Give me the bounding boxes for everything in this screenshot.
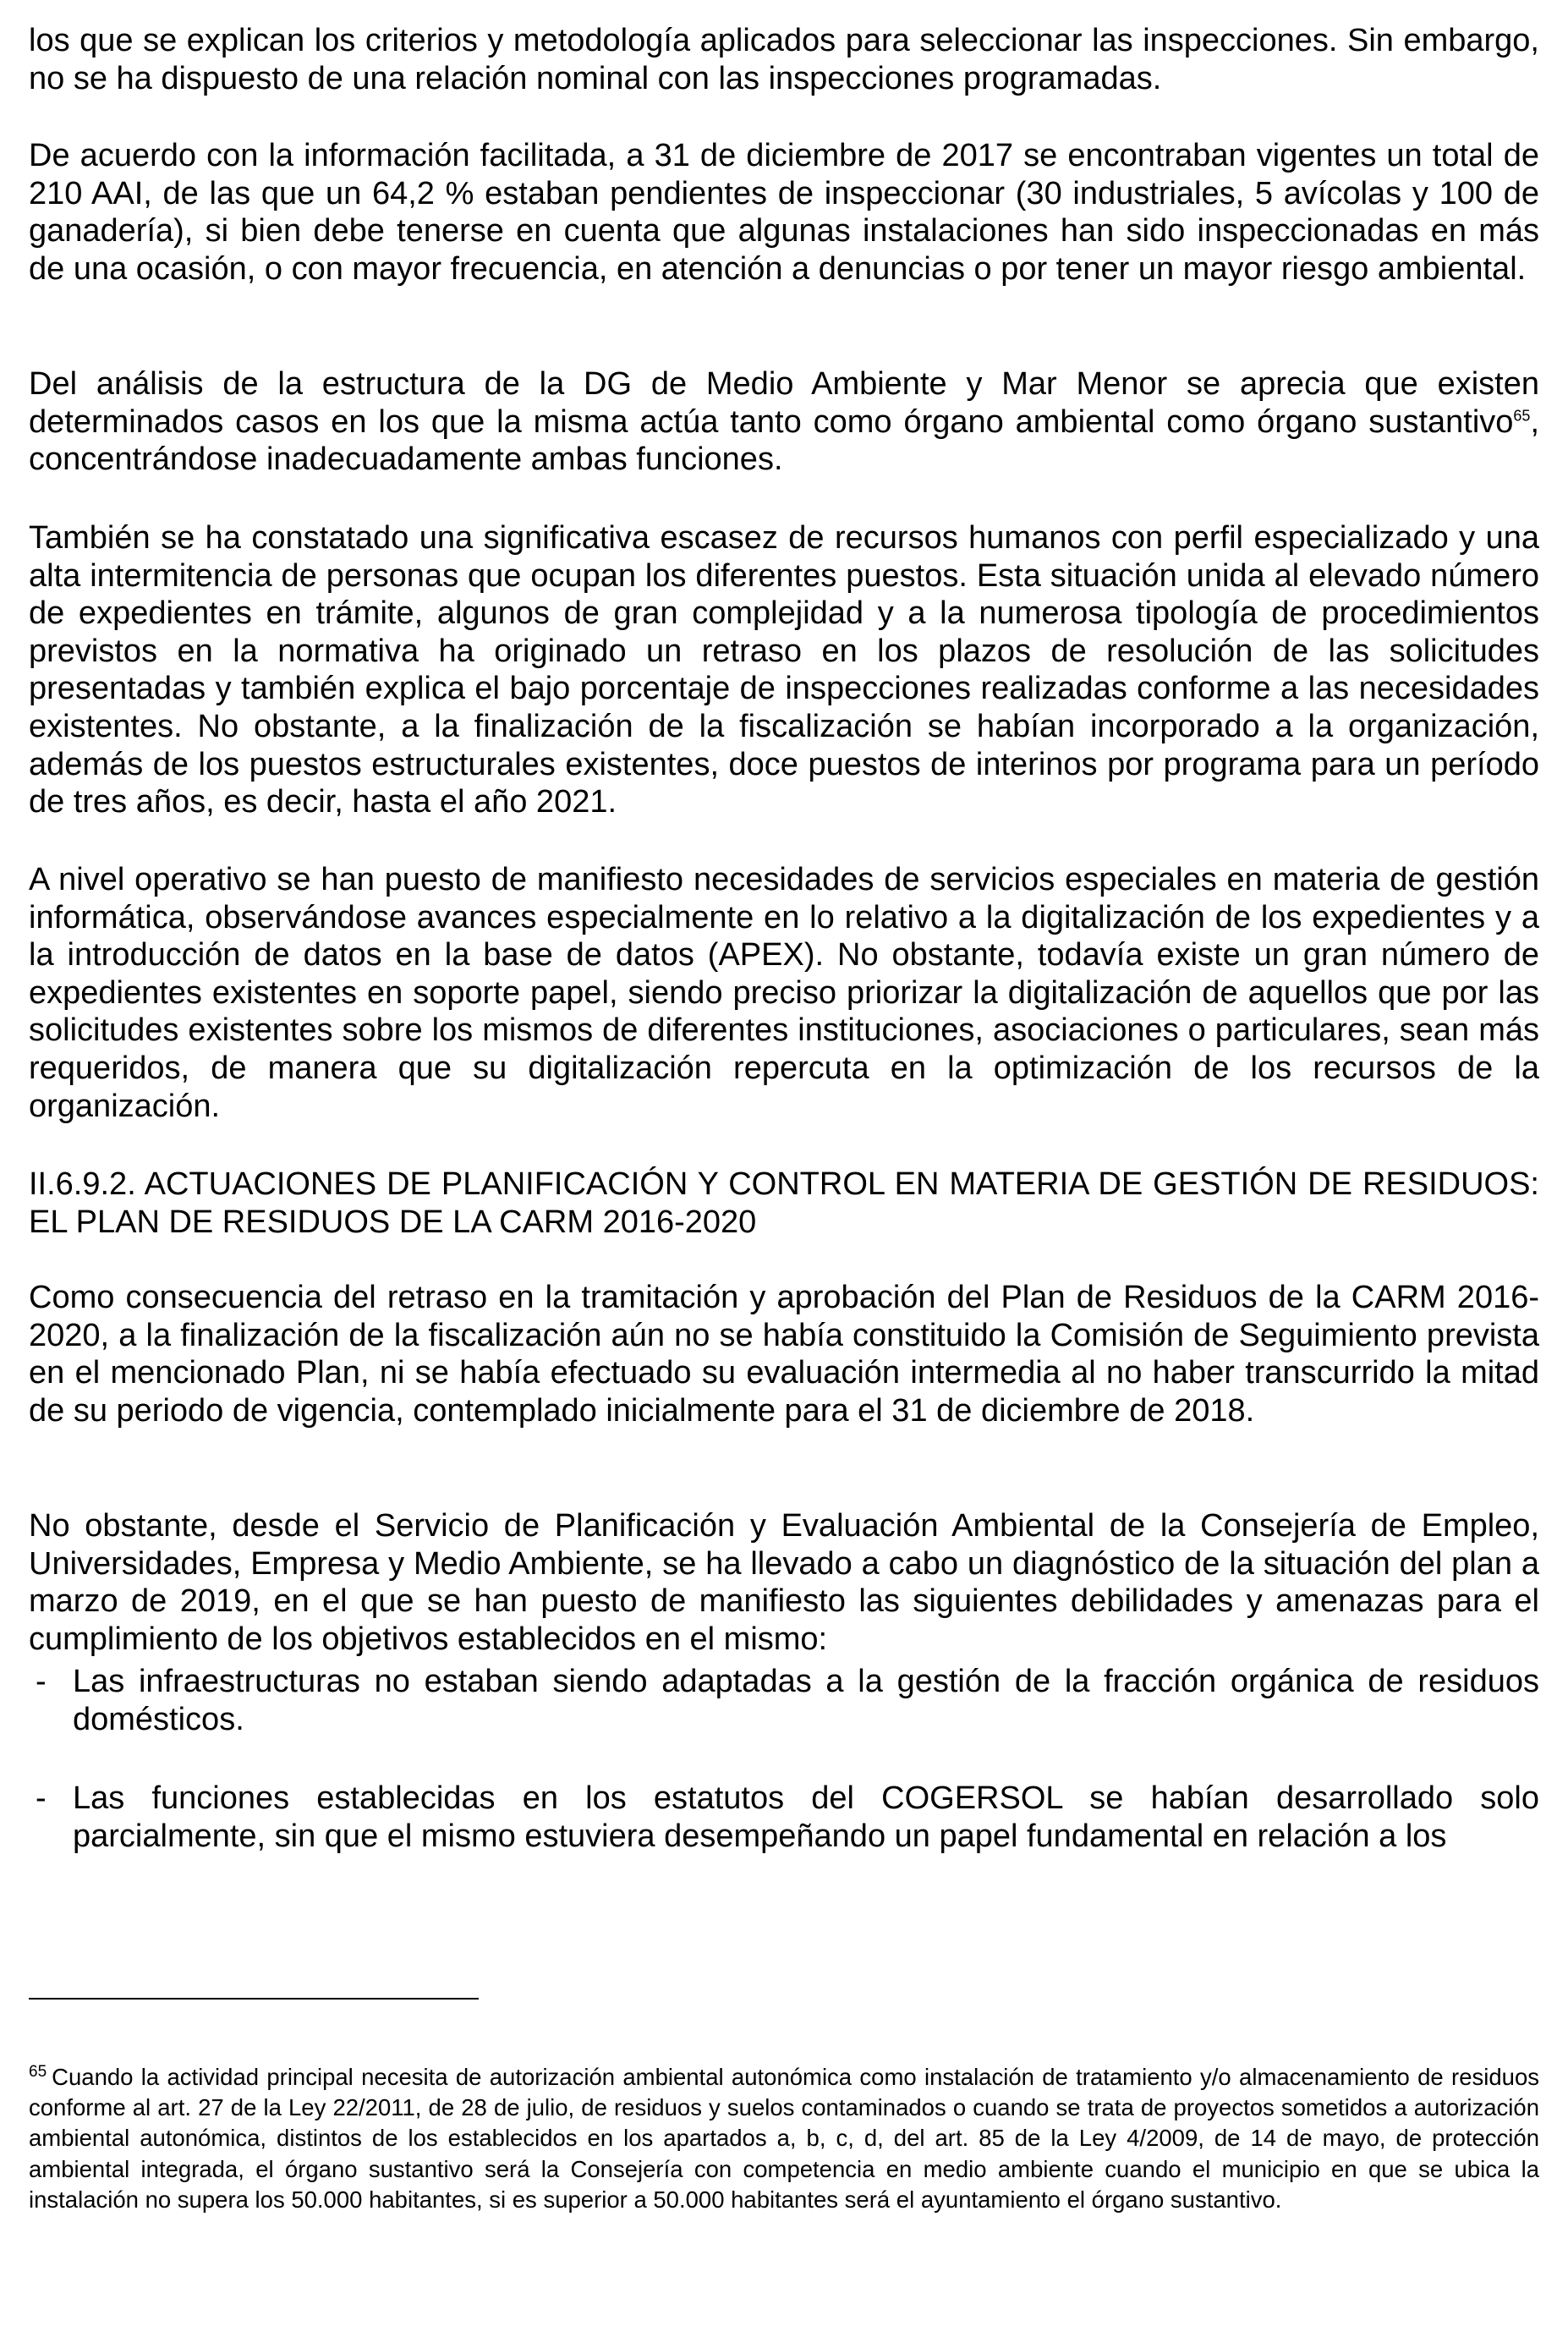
paragraph-diagnosis: No obstante, desde el Servicio de Planificación y Evaluación Ambiental de la Consejería de Empleo, Universidades, Empresa y Medio Ambiente, se ha llevado a cabo un diagnóstico de la situación del plan a marzo de 2019, en el que se han puesto de manifiesto las siguientes debilidades y amenazas para el cumplimiento de los objetivos establecidos en el mismo: xyxy=(29,1508,1539,1657)
paragraph-dg-structure-text: Del análisis de la estructura de la DG de Medio Ambiente y Mar Menor se aprecia que existen determinados casos en los que la misma actúa tanto como órgano ambiental como órgano sustantivo xyxy=(29,366,1539,440)
list-item-text: Las infraestructuras no estaban siendo adaptadas a la gestión de la fracción orgánica de residuos domésticos. xyxy=(73,1664,1539,1737)
section-heading: II.6.9.2. ACTUACIONES DE PLANIFICACIÓN Y CONTROL EN MATERIA DE GESTIÓN DE RESIDUOS: EL PLAN DE RESIDUOS DE LA CARM 2016-2020 xyxy=(29,1166,1539,1240)
footnote-65 xyxy=(29,2062,1539,2215)
paragraph-human-resources: También se ha constatado una significativa escasez de recursos humanos con perfil especializado y una alta intermitencia de personas que ocupan los diferentes puestos. Esta situación unida al elevado número de expedientes en trámite, algunos de gran complejidad y a la numerosa tipología de procedimientos previstos en la normativa ha originado un retraso en los plazos de resolución de las solicitudes presentadas y también explica el bajo porcentaje de inspecciones realizadas conforme a las necesidades existentes. No obstante, a la finalización de la fiscalización se habían incorporado a la organización, además de los puestos estructurales existentes, doce puestos de interinos por programa para un período de tres años, es decir, hasta el año 2021. xyxy=(29,520,1539,820)
list-item xyxy=(29,1663,1539,1738)
paragraph-dg-structure xyxy=(29,365,1539,479)
footnote-number: 65 xyxy=(29,2062,47,2081)
paragraph-aai-status: De acuerdo con la información facilitada, a 31 de diciembre de 2017 se encontraban vigentes un total de 210 AAI, de las que un 64,2 % estaban pendientes de inspeccionar (30 industriales, 5 avícolas y 100 de ganadería), si bien debe tenerse en cuenta que algunas instalaciones han sido inspeccionadas en más de una ocasión, o con mayor frecuencia, en atención a denuncias o por tener un mayor riesgo ambiental. xyxy=(29,138,1539,287)
footnote-separator xyxy=(29,1998,479,2000)
paragraph-it-management: A nivel operativo se han puesto de manifiesto necesidades de servicios especiales en materia de gestión informática, observándose avances especialmente en lo relativo a la digitalización de los expedientes y a la introducción de datos en la base de datos (APEX). No obstante, todavía existe un gran número de expedientes existentes en soporte papel, siendo preciso priorizar la digitalización de aquellos que por las solicitudes existentes sobre los mismos de diferentes instituciones, asociaciones o particulares, sean más requeridos, de manera que su digitalización repercuta en la optimización de los recursos de la organización. xyxy=(29,862,1539,1124)
list-item xyxy=(29,1780,1539,1855)
footnote-text: Cuando la actividad principal necesita de autorización ambiental autonómica como instalación de tratamiento y/o almacenamiento de residuos conforme al art. 27 de la Ley 22/2011, de 28 de julio, de residuos y suelos contaminados o cuando se trata de proyectos sometidos a autorización ambiental autonómica, distintos de los establecidos en los apartados a, b, c, d, del art. 85 de la Ley 4/2009, de 14 de mayo, de protección ambiental integrada, el órgano sustantivo será la Consejería con competencia en medio ambiente cuando el municipio en que se ubica la instalación no supera los 50.000 habitantes, si es superior a 50.000 habitantes será el ayuntamiento el órgano sustantivo. xyxy=(29,2064,1539,2213)
list-item-text: Las funciones establecidas en los estatutos del COGERSOL se habían desarrollado solo parcialmente, sin que el mismo estuviera desempeñando un papel fundamental en relación a los xyxy=(73,1780,1539,1854)
paragraph-inspection-criteria: los que se explican los criterios y metodología aplicados para seleccionar las inspecciones. Sin embargo, no se ha dispuesto de una relación nominal con las inspecciones programadas. xyxy=(29,23,1539,96)
paragraph-dg-structure-tail: , concentrándose inadecuadamente ambas funciones. xyxy=(29,403,1539,478)
list-dash: - xyxy=(36,1780,47,1816)
footnote-ref-65[interactable]: 65 xyxy=(1513,406,1531,424)
list-dash: - xyxy=(36,1664,47,1699)
paragraph-plan-delay: Como consecuencia del retraso en la tramitación y aprobación del Plan de Residuos de la CARM 2016-2020, a la finalización de la fiscalización aún no se había constituido la Comisión de Seguimiento prevista en el mencionado Plan, ni se había efectuado su evaluación intermedia al no haber transcurrido la mitad de su periodo de vigencia, contemplado inicialmente para el 31 de diciembre de 2018. xyxy=(29,1280,1539,1429)
